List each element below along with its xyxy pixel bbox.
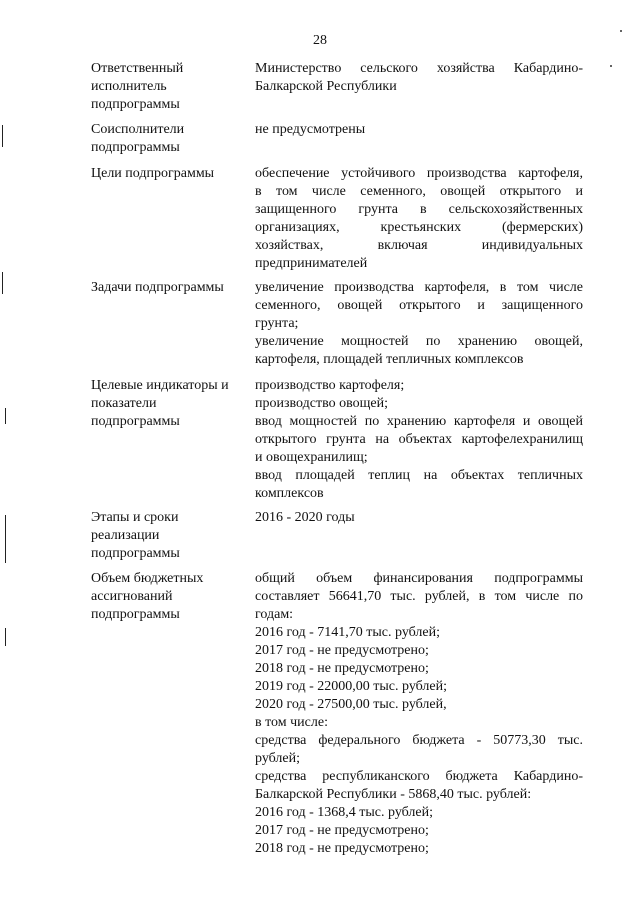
value-line: не предусмотрены	[255, 122, 366, 137]
row-value	[255, 60, 583, 96]
value-line: увеличение производства картофеля, в том числе	[255, 280, 583, 295]
scan-mark	[2, 272, 3, 294]
row-value	[255, 165, 583, 273]
value-line: годам:	[255, 607, 294, 622]
row-coexecutors	[91, 121, 591, 157]
value-line: семенного, овощей открытого и защищенного	[255, 298, 583, 313]
row-indicators	[91, 377, 591, 503]
scan-dot	[620, 30, 622, 32]
value-line: обеспечение устойчивого производства картофеля,	[255, 166, 583, 181]
value-line: 2018 год - не предусмотрено;	[255, 841, 429, 856]
value-line: 2019 год - 22000,00 тыс. рублей;	[255, 679, 448, 694]
value-line: предпринимателей	[255, 256, 368, 271]
value-line: рублей;	[255, 751, 300, 766]
row-label: Соисполнители подпрограммы	[91, 122, 185, 155]
value-line: открытого грунта на объектах картофелехранилищ	[255, 432, 583, 447]
value-line: Балкарской Республики - 5868,40 тыс. рублей:	[255, 787, 532, 802]
row-stages	[91, 509, 591, 563]
value-line: увеличение мощностей по хранению овощей,	[255, 334, 583, 349]
row-label: Этапы и сроки реализации подпрограммы	[91, 510, 180, 561]
scan-dot	[610, 65, 612, 67]
row-label: Цели подпрограммы	[91, 166, 215, 181]
value-line: организациях, крестьянских (фермерских)	[255, 220, 583, 235]
value-line: производство овощей;	[255, 396, 388, 411]
value-line: картофеля, площадей тепличных комплексов	[255, 352, 524, 367]
value-line: 2017 год - не предусмотрено;	[255, 643, 429, 658]
value-line: хозяйствах, включая индивидуальных	[255, 238, 583, 253]
row-budget	[91, 570, 591, 858]
value-line: 2018 год - не предусмотрено;	[255, 661, 429, 676]
value-line: и овощехранилищ;	[255, 450, 368, 465]
value-line: средства республиканского бюджета Кабардино-	[255, 769, 583, 784]
value-line: общий объем финансирования подпрограммы	[255, 571, 583, 586]
scan-mark	[5, 408, 6, 424]
row-label: Объем бюджетных ассигнований подпрограммы	[91, 571, 204, 622]
row-value	[255, 279, 583, 369]
row-value	[255, 121, 583, 139]
value-line: 2020 год - 27500,00 тыс. рублей,	[255, 697, 447, 712]
value-line: в том числе:	[255, 715, 328, 730]
value-line: Балкарской Республики	[255, 79, 397, 94]
row-responsible	[91, 60, 591, 114]
row-value	[255, 377, 583, 503]
row-label: Задачи подпрограммы	[91, 280, 224, 295]
value-line: 2016 год - 7141,70 тыс. рублей;	[255, 625, 441, 640]
scan-mark	[2, 125, 3, 147]
scan-mark	[5, 515, 6, 563]
row-label: Ответственный исполнитель подпрограммы	[91, 61, 184, 112]
row-goals	[91, 165, 591, 273]
value-line: 2017 год - не предусмотрено;	[255, 823, 429, 838]
row-tasks	[91, 279, 591, 369]
value-line: производство картофеля;	[255, 378, 405, 393]
scan-mark	[5, 628, 6, 646]
value-line: защищенного грунта в сельскохозяйственных	[255, 202, 583, 217]
value-line: ввод мощностей по хранению картофеля и овощей	[255, 414, 583, 429]
value-line: составляет 56641,70 тыс. рублей, в том числе по	[255, 589, 583, 604]
row-value	[255, 570, 583, 858]
value-line: в том числе семенного, овощей открытого и	[255, 184, 583, 199]
value-line: комплексов	[255, 486, 324, 501]
value-line: 2016 - 2020 годы	[255, 510, 355, 525]
value-line: ввод площадей теплиц на объектах тепличных	[255, 468, 583, 483]
row-value	[255, 509, 583, 527]
value-line: грунта;	[255, 316, 299, 331]
value-line: 2016 год - 1368,4 тыс. рублей;	[255, 805, 434, 820]
row-label: Целевые индикаторы и показатели подпрограммы	[91, 378, 229, 429]
page-number: 28	[313, 33, 327, 48]
value-line: средства федерального бюджета - 50773,30 тыс.	[255, 733, 583, 748]
value-line: Министерство сельского хозяйства Кабардино-	[255, 61, 583, 76]
